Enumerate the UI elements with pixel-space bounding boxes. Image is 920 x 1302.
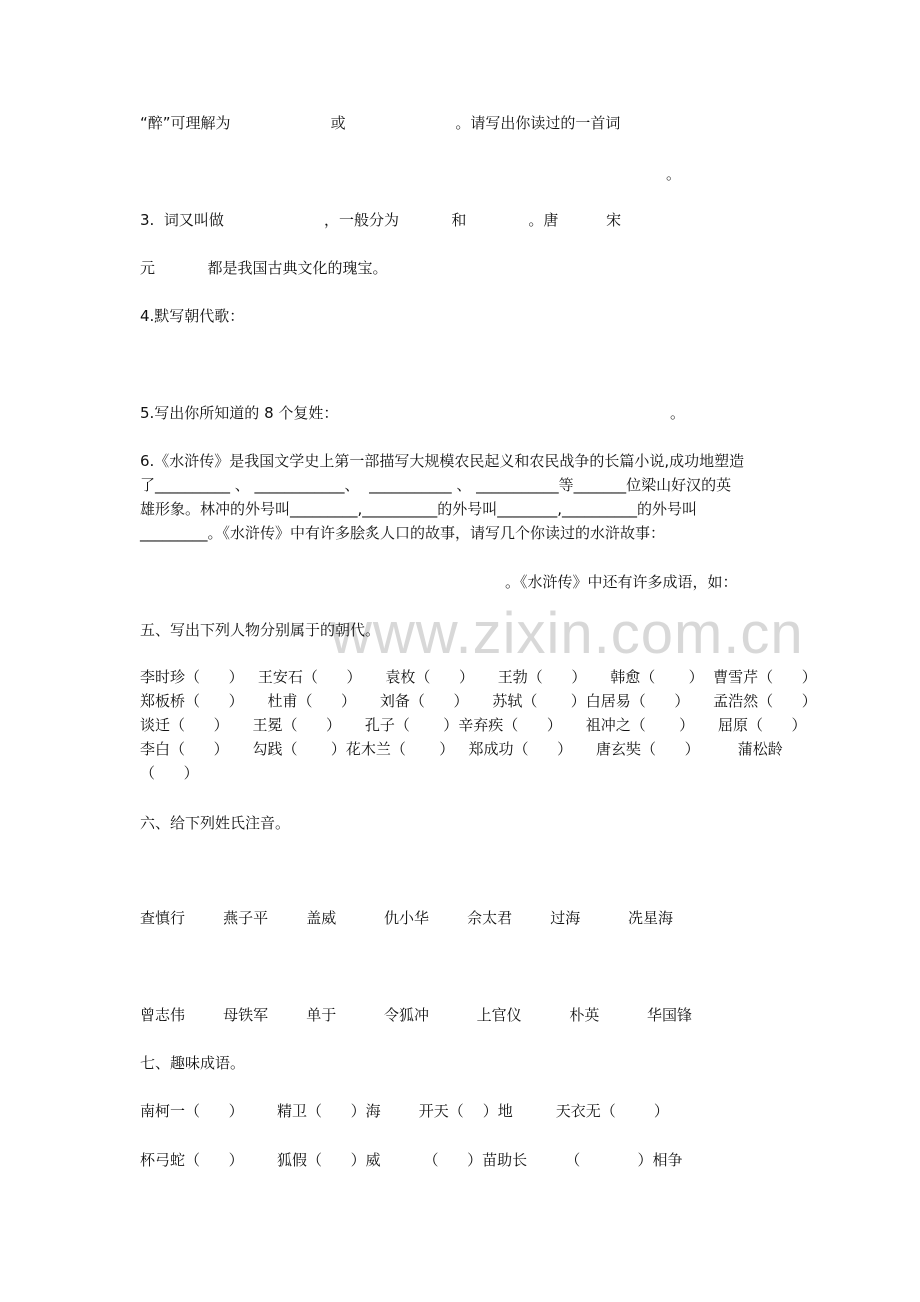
text-line: 杯弓蛇（ ） 狐假（ ）威 （ ）苗助长 （ ）相争 — [140, 1151, 683, 1169]
text-line: 了__________ 、 ____________、 ___________ 、 ___________等_______位梁山好汉的英 — [140, 476, 732, 494]
text-line: 谈迁（ ） 王冕（ ） 孔子（ ）辛弃疾（ ） 祖冲之（ ） 屈原（ ） — [140, 716, 807, 734]
section-heading: 七、趣味成语。 — [140, 1054, 246, 1072]
text-line: （ ） — [140, 764, 199, 782]
text-line: “醉”可理解为 或 。请写出你读过的一首词 — [140, 114, 621, 132]
text-line: 曾志伟 母铁军 单于 令狐冲 上官仪 朴英 华国锋 — [140, 1006, 693, 1024]
text-line: 4.默写朝代歌： — [140, 307, 245, 325]
text-line: _________。《水浒传》中有许多脍炙人口的故事，请写几个你读过的水浒故事： — [140, 524, 666, 542]
text-line: 3. 词又叫做 ，一般分为 和 。唐 宋 — [140, 211, 622, 229]
text-line: 。《水浒传》中还有许多成语，如： — [505, 573, 738, 591]
section-heading: 五、写出下列人物分别属于的朝代。 — [140, 621, 381, 639]
watermark: www.zixin.com.cn — [330, 601, 804, 666]
text-line: 南柯一（ ） 精卫（ ）海 开天（ ）地 天衣无（ ） — [140, 1102, 669, 1120]
text-line: 5.写出你所知道的 8 个复姓： — [140, 404, 339, 422]
text-line: 元 都是我国古典文化的瑰宝。 — [140, 259, 388, 277]
text-line: 。 — [666, 165, 682, 183]
text-line: 6.《水浒传》是我国文学史上第一部描写大规模农民起义和农民战争的长篇小说,成功地塑造 — [140, 452, 745, 470]
text-line: 郑板桥（ ） 杜甫（ ） 刘备（ ） 苏轼（ ）白居易（ ） 孟浩然（ ） — [140, 692, 817, 710]
text-line: 雄形象。林冲的外号叫_________,__________的外号叫________,__________的外号叫 — [140, 500, 698, 518]
text-line: 。 — [670, 404, 686, 422]
section-heading: 六、给下列姓氏注音。 — [140, 814, 291, 832]
text-line: 查慎行 燕子平 盖威 仇小华 佘太君 过海 冼星海 — [140, 909, 673, 927]
text-line: 李白（ ） 勾践（ ）花木兰（ ） 郑成功（ ） 唐玄奘（ ） 蒲松龄 — [140, 740, 783, 758]
text-line: 李时珍（ ） 王安石（ ） 袁枚（ ） 王勃（ ） 韩愈（ ） 曹雪芹（ ） — [140, 668, 817, 686]
